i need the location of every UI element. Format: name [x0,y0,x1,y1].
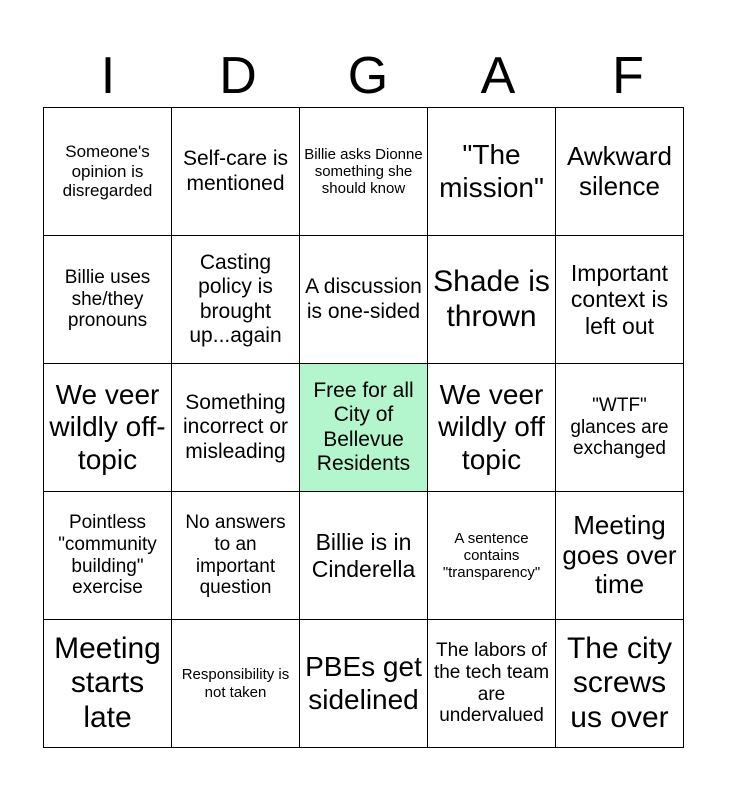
bingo-cell[interactable]: Shade is thrown [428,236,556,364]
header-letter-i: I [100,47,116,105]
bingo-cell[interactable]: "The mission" [428,108,556,236]
bingo-cell[interactable]: Someone's opinion is disregarded [44,108,172,236]
board-row-5 [44,620,684,748]
bingo-cell[interactable]: Self-care is mentioned [172,108,300,236]
board-row-3 [44,364,684,492]
board-row-1 [44,108,684,236]
bingo-cell[interactable]: Responsibility is not taken [172,620,300,748]
bingo-header [43,46,693,106]
bingo-cell[interactable]: The labors of the tech team are undervalued [428,620,556,748]
bingo-cell[interactable]: Meeting starts late [44,620,172,748]
bingo-cell[interactable]: A sentence contains "transparency" [428,492,556,620]
bingo-cell[interactable]: We veer wildly off-topic [44,364,172,492]
bingo-cell[interactable]: "WTF" glances are exchanged [556,364,684,492]
bingo-board [43,107,684,748]
free-space-cell[interactable]: Free for all City of Bellevue Residents [300,364,428,492]
bingo-cell[interactable]: We veer wildly off topic [428,364,556,492]
bingo-cell[interactable]: Important context is left out [556,236,684,364]
bingo-cell[interactable]: Billie is in Cinderella [300,492,428,620]
header-letter-d: D [219,47,257,105]
bingo-cell[interactable]: Billie asks Dionne something she should know [300,108,428,236]
bingo-cell[interactable]: Something incorrect or misleading [172,364,300,492]
header-letter-f: F [612,47,644,105]
bingo-cell[interactable]: PBEs get sidelined [300,620,428,748]
board-row-4 [44,492,684,620]
bingo-cell[interactable]: Billie uses she/they pronouns [44,236,172,364]
bingo-cell[interactable]: Meeting goes over time [556,492,684,620]
header-letter-a: A [480,47,516,105]
bingo-cell[interactable]: A discussion is one-sided [300,236,428,364]
bingo-cell[interactable]: No answers to an important question [172,492,300,620]
bingo-cell[interactable]: Awkward silence [556,108,684,236]
header-letter-g: G [347,47,389,105]
bingo-cell[interactable]: The city screws us over [556,620,684,748]
bingo-cell[interactable]: Casting policy is brought up...again [172,236,300,364]
board-row-2 [44,236,684,364]
bingo-cell[interactable]: Pointless "community building" exercise [44,492,172,620]
